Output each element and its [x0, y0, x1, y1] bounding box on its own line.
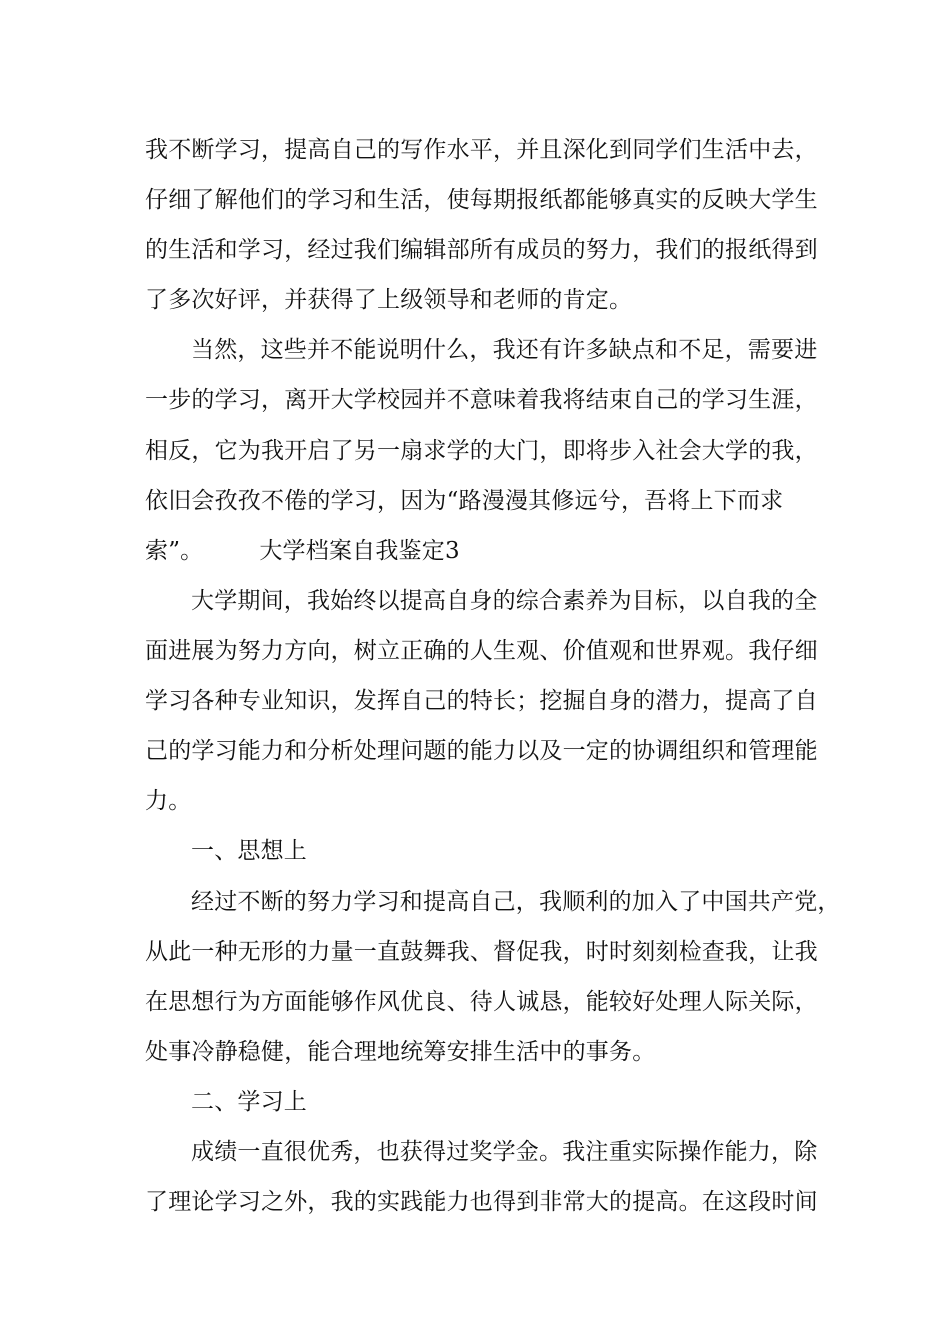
text-line: 在思想行为方面能够作风优良、待人诚恳，能较好处理人际关际， [145, 989, 818, 1015]
text-line: 处事冷静稳健，能合理地统筹安排生活中的事务。 [145, 1039, 656, 1065]
section-title: 大学档案自我鉴定3 [259, 538, 460, 564]
section-heading: 二、学习上 [191, 1089, 307, 1115]
paragraph-start: 经过不断的努力学习和提高自己，我顺利的加入了中国共产党， [191, 889, 841, 915]
text-line: 己的学习能力和分析处理问题的能力以及一定的协调组织和管理能 [145, 738, 818, 764]
text-line: 面进展为努力方向，树立正确的人生观、价值观和世界观。我仔细 [145, 638, 818, 664]
paragraph-start: 成绩一直很优秀，也获得过奖学金。我注重实际操作能力，除 [191, 1139, 818, 1165]
text-line: 力。 [145, 788, 192, 814]
text-line: 相反，它为我开启了另一扇求学的大门，即将步入社会大学的我， [145, 438, 818, 464]
paragraph-start: 当然，这些并不能说明什么，我还有许多缺点和不足，需要进 [191, 337, 818, 363]
text-line: 的生活和学习，经过我们编辑部所有成员的努力，我们的报纸得到 [145, 237, 818, 263]
text-line: 从此一种无形的力量一直鼓舞我、督促我，时时刻刻检查我，让我 [145, 939, 818, 965]
text-line: 依旧会孜孜不倦的学习，因为“路漫漫其修远兮，吾将上下而求 [145, 488, 784, 514]
text-line: 了理论学习之外，我的实践能力也得到非常大的提高。在这段时间 [145, 1189, 818, 1215]
section-heading: 一、思想上 [191, 838, 307, 864]
text-line: 了多次好评，并获得了上级领导和老师的肯定。 [145, 287, 633, 313]
text-line-with-heading [145, 536, 460, 566]
text-line: 学习各种专业知识，发挥自己的特长；挖掘自身的潜力，提高了自 [145, 688, 818, 714]
text-line: 我不断学习，提高自己的写作水平，并且深化到同学们生活中去， [145, 137, 818, 163]
text-line: 一步的学习，离开大学校园并不意味着我将结束自己的学习生涯， [145, 387, 818, 413]
text-fragment: 索”。 [145, 538, 204, 564]
paragraph-start: 大学期间，我始终以提高自身的综合素养为目标，以自我的全 [191, 588, 818, 614]
text-line: 仔细了解他们的学习和生活，使每期报纸都能够真实的反映大学生 [145, 187, 818, 213]
